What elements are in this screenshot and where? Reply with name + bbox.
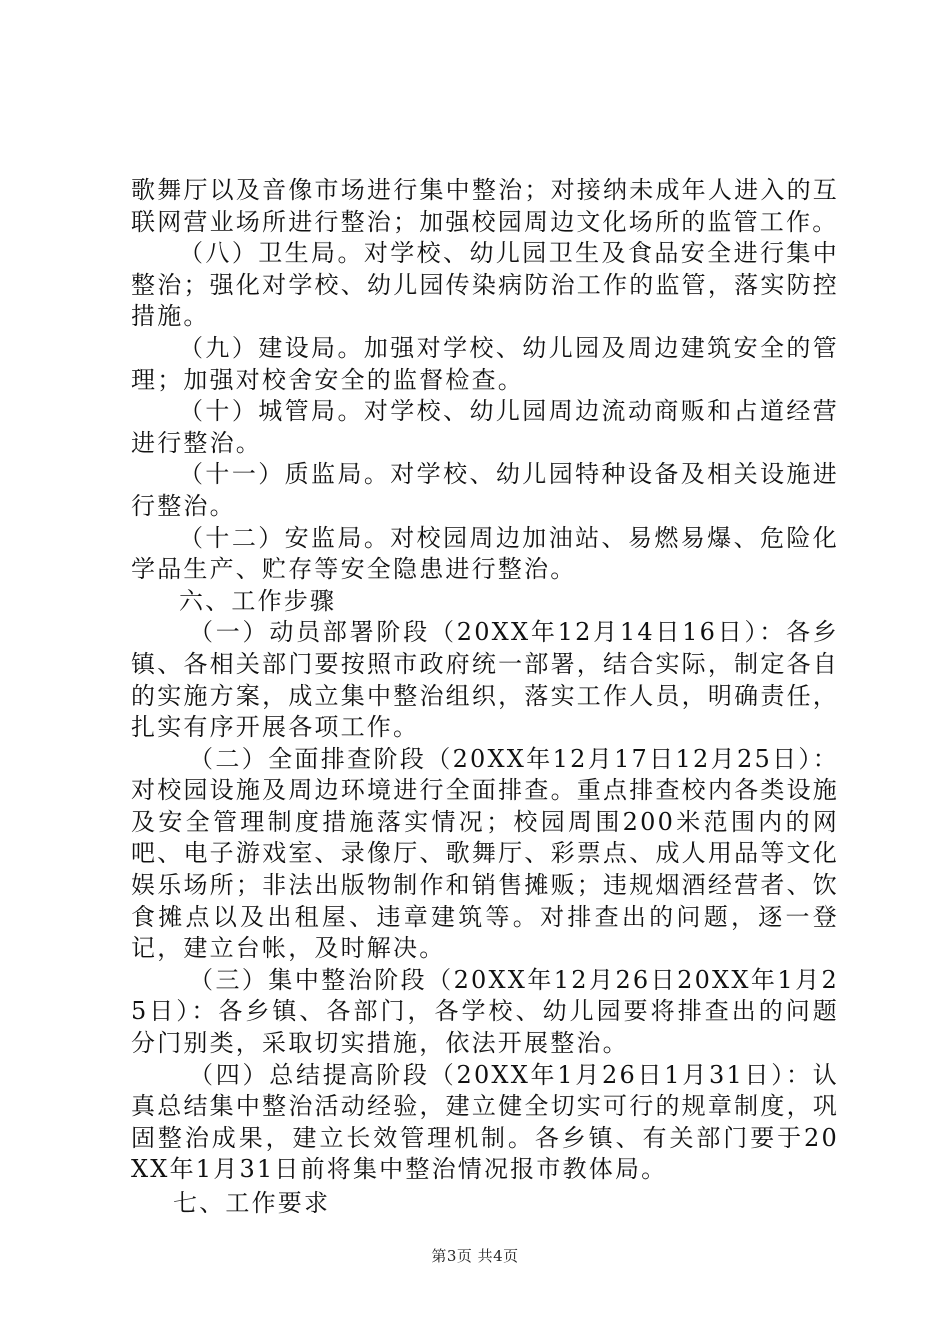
paragraph-step-inspection: （二）全面排查阶段（20XX年12月17日12月25日）：对校园设施及周边环境进行全面排查。重点排查校内各类设施及安全管理制度措施落实情况；校园周围200米范围内的网吧、电子游戏室、录像厅、歌舞厅、彩票点、成人用品等文化娱乐场所；非法出版物制作和销售摊贩；违规烟酒经营者、饮食摊点以及出租屋、违章建筑等。对排查出的问题，逐一登记，建立台帐，及时解决。 xyxy=(131,744,839,963)
paragraph-health-bureau: （八）卫生局。对学校、幼儿园卫生及食品安全进行集中整治；强化对学校、幼儿园传染病防治工作的监管，落实防控措施。 xyxy=(131,239,839,331)
section-heading-work-steps: 六、工作步骤 xyxy=(179,586,337,615)
paragraph-quality-supervision: （十一）质监局。对学校、幼儿园特种设备及相关设施进行整治。 xyxy=(131,460,839,520)
paragraph-culture-continuation: 歌舞厅以及音像市场进行集中整治；对接纳未成年人进入的互联网营业场所进行整治；加强校园周边文化场所的监管工作。 xyxy=(131,176,839,236)
document-body xyxy=(131,175,839,1220)
paragraph-safety-supervision: （十二）安监局。对校园周边加油站、易燃易爆、危险化学品生产、贮存等安全隐患进行整治。 xyxy=(131,523,839,584)
paragraph-step-summary: （四）总结提高阶段（20XX年1月26日1月31日）：认真总结集中整治活动经验，建立健全切实可行的规章制度，巩固整治成果，建立长效管理机制。各乡镇、有关部门要于20XX年1月31日前将集中整治情况报市教体局。 xyxy=(131,1060,839,1184)
paragraph-step-mobilization: （一）动员部署阶段（20XX年12月14日16日）：各乡镇、各相关部门要按照市政府统一部署，结合实际，制定各自的实施方案，成立集中整治组织，落实工作人员，明确责任，扎实有序开展各项工作。 xyxy=(131,618,839,742)
paragraph-construction-bureau: （九）建设局。加强对学校、幼儿园及周边建筑安全的管理；加强对校舍安全的监督检查。 xyxy=(131,333,839,394)
page-number-footer: 第3页 共4页 xyxy=(431,1247,519,1265)
section-heading-work-requirements: 七、工作要求 xyxy=(173,1189,331,1217)
paragraph-urban-management: （十）城管局。对学校、幼儿园周边流动商贩和占道经营进行整治。 xyxy=(131,397,839,457)
paragraph-step-rectification: （三）集中整治阶段（20XX年12月26日20XX年1月25日）：各乡镇、各部门，各学校、幼儿园要将排查出的问题分门别类，采取切实措施，依法开展整治。 xyxy=(131,965,839,1058)
